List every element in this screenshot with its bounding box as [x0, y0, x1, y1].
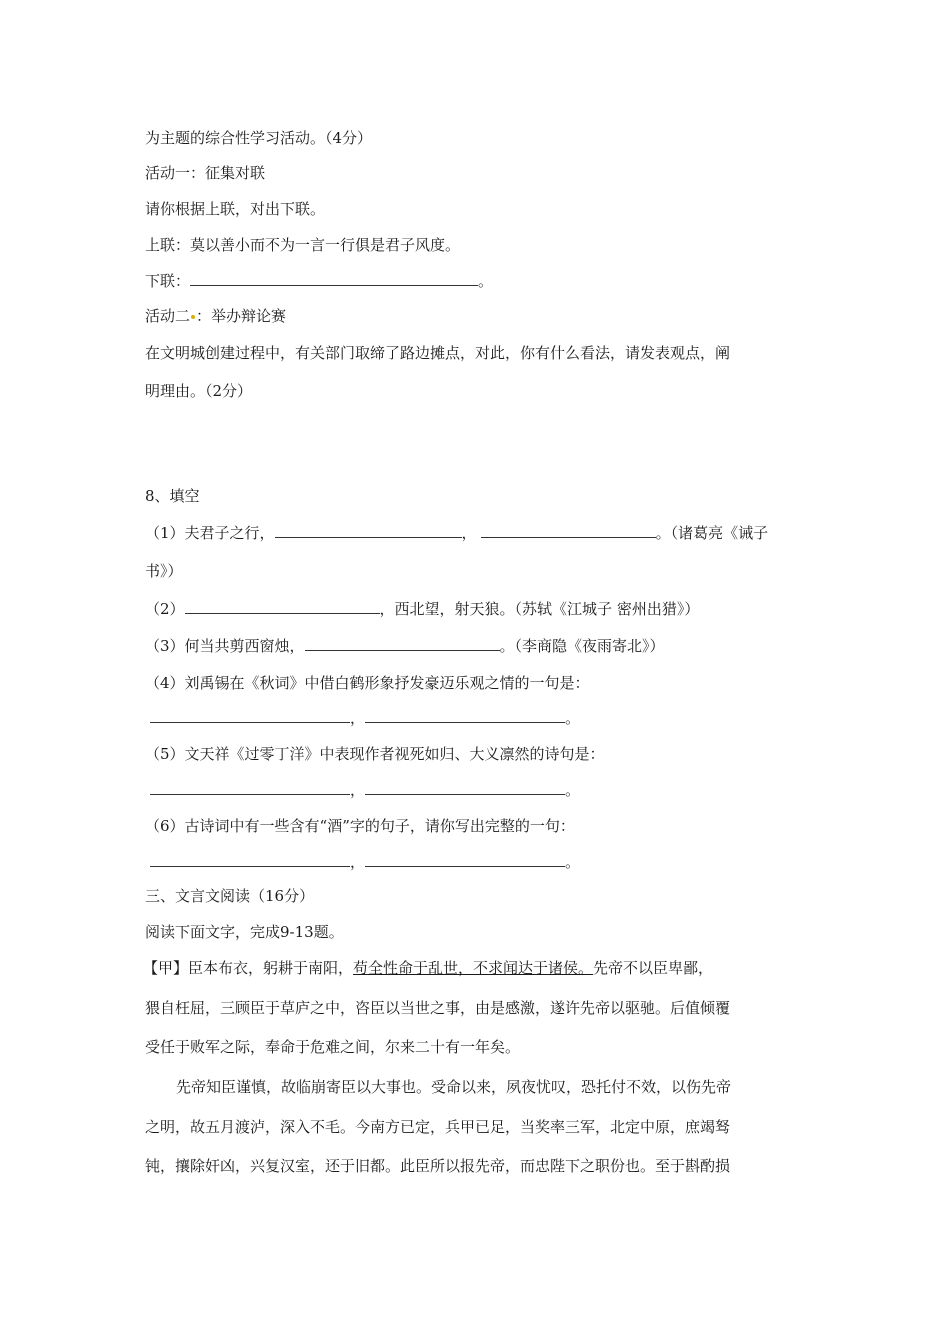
passage1-underlined: 苟全性命于乱世，不求闻达于诸侯。 [353, 959, 594, 977]
q8-item5: （5）文天祥《过零丁洋》中表现作者视死如归、大义凛然的诗句是： [145, 745, 605, 763]
activity1-title: 活动一：征集对联 [145, 164, 266, 182]
q8-item1-sep: ， [461, 524, 477, 542]
passage1-text-a: 【甲】臣本布衣，躬耕于南阳， [143, 959, 354, 977]
q8-item6-period: 。 [565, 853, 581, 871]
q8-item2 [145, 599, 699, 619]
couplet-lower-row [145, 271, 493, 291]
passage2-line2: 之明，故五月渡泸，深入不毛。今南方已定，兵甲已足，当奖率三军，北定中原，庶竭驽 [145, 1118, 731, 1136]
q8-item3-text-a: （3）何当共剪西窗烛， [145, 637, 305, 655]
q8-item4-answer [150, 708, 580, 728]
q8-item1 [145, 523, 768, 543]
q8-item5-period: 。 [565, 781, 581, 799]
q8-item2-blank[interactable] [185, 599, 380, 614]
yellow-dot-mark [191, 315, 195, 319]
passage1-line3: 受任于败军之际，奉命于危难之间，尔来二十有一年矣。 [145, 1038, 521, 1056]
q8-item4: （4）刘禹锡在《秋词》中借白鹤形象抒发豪迈乐观之情的一句是： [145, 674, 590, 692]
q8-item5-blank2[interactable] [365, 780, 565, 795]
couplet-lower-end: 。 [478, 272, 494, 290]
q8-item2-text-a: （2） [145, 600, 185, 618]
activity2-question-line2: 明理由。（2分） [145, 382, 253, 400]
passage1-line2: 猥自枉屈，三顾臣于草庐之中，咨臣以当世之事，由是感激，遂许先帝以驱驰。后值倾覆 [145, 999, 731, 1017]
passage1-line1 [143, 958, 713, 978]
q8-item4-blank1[interactable] [150, 708, 350, 723]
section3-title: 三、文言文阅读（16分） [145, 887, 315, 905]
q8-item5-answer [150, 780, 580, 800]
q8-item4-period: 。 [565, 709, 581, 727]
passage2-line3: 钝，攘除奸凶，兴复汉室，还于旧都。此臣所以报先帝，而忠陛下之职份也。至于斟酌损 [145, 1157, 731, 1175]
q8-item4-comma: ， [350, 709, 366, 727]
q8-item1-cont: 书》） [145, 562, 183, 580]
q8-item2-text-b: ，西北望，射天狼。（苏轼《江城子 密州出猎》） [379, 600, 700, 618]
q8-item6-comma: ， [350, 853, 366, 871]
activity2-title [145, 306, 286, 326]
q8-item4-blank2[interactable] [365, 708, 565, 723]
couplet-lower-blank[interactable] [190, 271, 478, 286]
q8-item3-text-b: 。（李商隐《夜雨寄北》） [499, 637, 665, 655]
activity2-question-line1: 在文明城创建过程中，有关部门取缔了路边摊点，对此，你有什么看法，请发表观点，阐 [145, 344, 731, 362]
activity1-requirement: 请你根据上联，对出下联。 [145, 200, 326, 218]
q8-item6-blank1[interactable] [150, 852, 350, 867]
q8-item3-blank[interactable] [305, 636, 500, 651]
q8-item6-answer [150, 852, 580, 872]
section3-instruction: 阅读下面文字，完成9-13题。 [145, 923, 344, 941]
intro-line: 为主题的综合性学习活动。（4分） [145, 129, 373, 147]
q8-item1-blank2[interactable] [481, 523, 656, 538]
q8-item5-comma: ， [350, 781, 366, 799]
activity2-title-b: ：举办辩论赛 [196, 307, 287, 325]
q8-item5-blank1[interactable] [150, 780, 350, 795]
passage1-text-b: 先帝不以臣卑鄙， [593, 959, 714, 977]
q8-item1-blank1[interactable] [275, 523, 462, 538]
passage2-line1: 先帝知臣谨慎，故临崩寄臣以大事也。受命以来，夙夜忧叹，恐托付不效，以伤先帝 [176, 1078, 732, 1096]
couplet-upper: 上联：莫以善小而不为一言一行俱是君子风度。 [145, 236, 461, 254]
q8-item1-text-b: 。（诸葛亮《诫子 [655, 524, 769, 542]
q8-title: 8、填空 [145, 487, 200, 505]
q8-item1-text-a: （1）夫君子之行， [145, 524, 275, 542]
q8-item3 [145, 636, 665, 656]
activity2-title-a: 活动二 [145, 307, 191, 325]
q8-item6: （6）古诗词中有一些含有“酒”字的句子，请你写出完整的一句： [145, 817, 575, 835]
q8-item6-blank2[interactable] [365, 852, 565, 867]
couplet-lower-label: 下联： [145, 272, 191, 290]
